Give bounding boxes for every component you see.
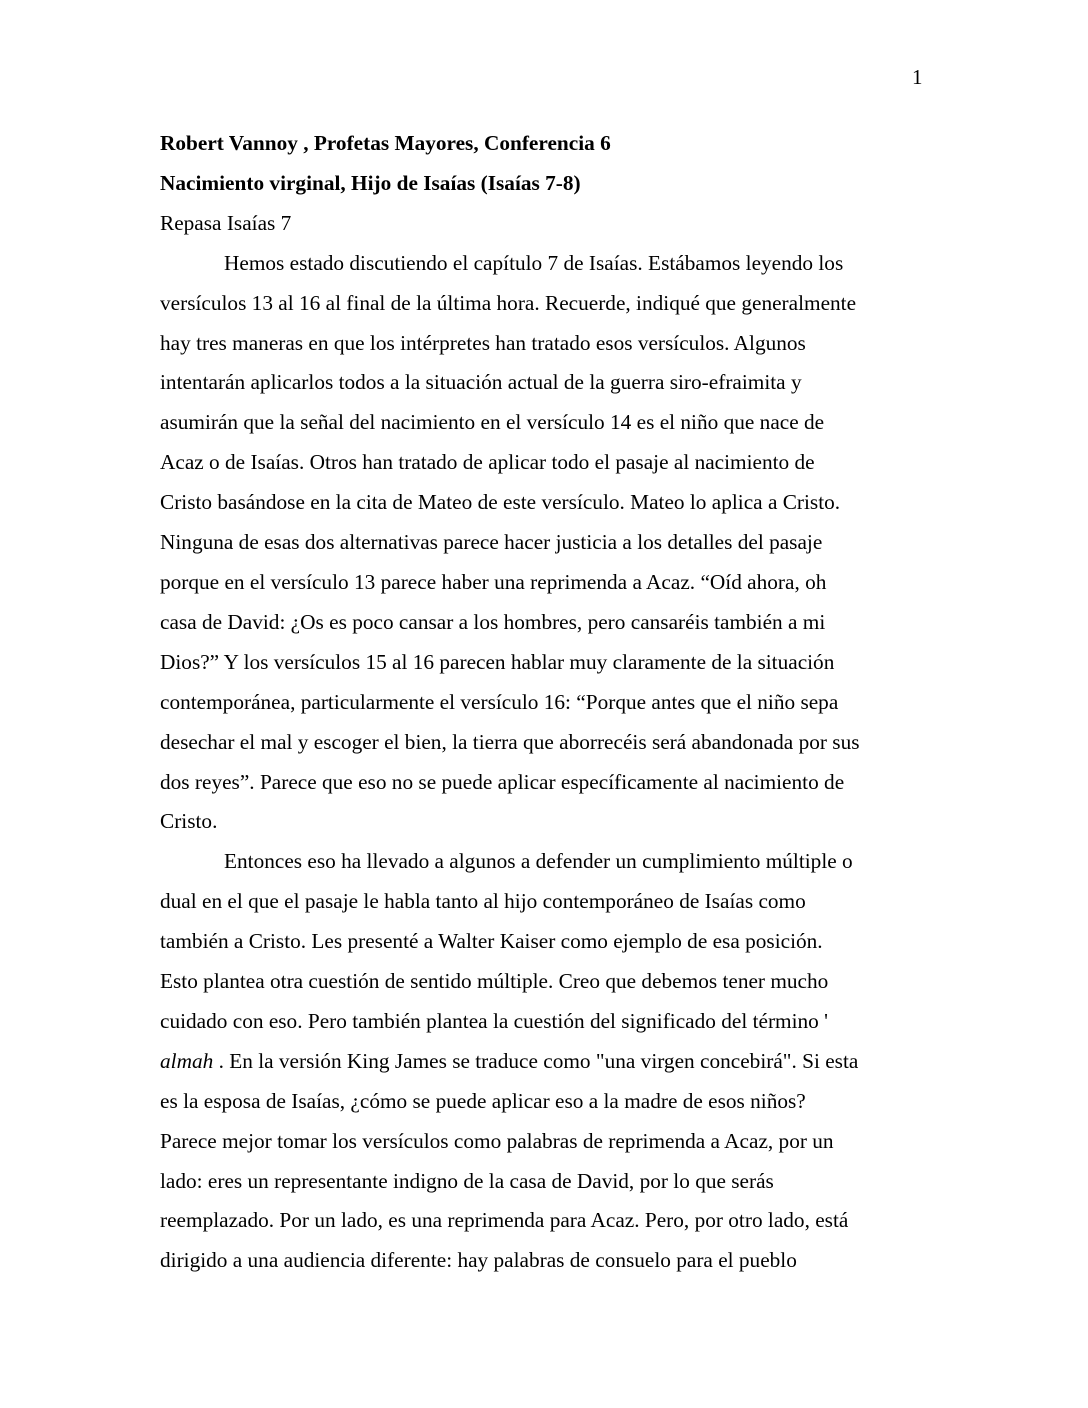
text-line: desechar el mal y escoger el bien, la tierra que aborrecéis será abandonada por sus	[160, 729, 860, 754]
text-line: Dios?” Y los versículos 15 al 16 parecen hablar muy claramente de la situación	[160, 649, 835, 674]
text-line: dos reyes”. Parece que eso no se puede aplicar específicamente al nacimiento de	[160, 769, 845, 794]
text-line: es la esposa de Isaías, ¿cómo se puede aplicar eso a la madre de esos niños?	[160, 1088, 806, 1113]
text-line: Ninguna de esas dos alternativas parece hacer justicia a los detalles del pasaje	[160, 530, 823, 555]
italic-term-almah: almah	[160, 1048, 214, 1073]
text-line: cuidado con eso. Pero también plantea la cuestión del significado del término '	[160, 1008, 828, 1033]
text-line: lado: eres un representante indigno de la casa de David, por lo que serás	[160, 1168, 774, 1193]
text-line: casa de David: ¿Os es poco cansar a los hombres, pero cansaréis también a mi	[160, 609, 826, 634]
text-line: dirigido a una audiencia diferente: hay palabras de consuelo para el pueblo	[160, 1248, 797, 1273]
text-line: Cristo basándose en la cita de Mateo de este versículo. Mateo lo aplica a Cristo.	[160, 490, 841, 515]
text-line-with-italic	[160, 1042, 928, 1082]
paragraph-2	[160, 842, 928, 1281]
text-line: Acaz o de Isaías. Otros han tratado de aplicar todo el pasaje al nacimiento de	[160, 450, 815, 475]
review-line: Repasa Isaías 7	[160, 210, 292, 235]
text-line: Parece mejor tomar los versículos como palabras de reprimenda a Acaz, por un	[160, 1128, 834, 1153]
text-line: porque en el versículo 13 parece haber una reprimenda a Acaz. “Oíd ahora, oh	[160, 569, 827, 594]
text-line: Entonces eso ha llevado a algunos a defender un cumplimiento múltiple o	[224, 849, 853, 874]
text-line: Cristo.	[160, 809, 218, 834]
lecture-subtitle: Nacimiento virginal, Hijo de Isaías (Isaías 7-8)	[160, 170, 581, 195]
text-line: también a Cristo. Les presenté a Walter Kaiser como ejemplo de esa posición.	[160, 929, 823, 954]
document-body	[160, 124, 928, 1281]
text-line: intentarán aplicarlos todos a la situación actual de la guerra siro-efraimita y	[160, 370, 802, 395]
text-fragment: . En la versión King James se traduce como "una virgen concebirá". Si esta	[213, 1048, 859, 1073]
text-line: Hemos estado discutiendo el capítulo 7 de Isaías. Estábamos leyendo los	[224, 250, 844, 275]
text-line: contemporánea, particularmente el versículo 16: “Porque antes que el niño sepa	[160, 689, 839, 714]
text-line: dual en el que el pasaje le habla tanto al hijo contemporáneo de Isaías como	[160, 889, 806, 914]
text-line: Esto plantea otra cuestión de sentido múltiple. Creo que debemos tener mucho	[160, 969, 829, 994]
text-line: asumirán que la señal del nacimiento en el versículo 14 es el niño que nace de	[160, 410, 825, 435]
page-number: 1	[912, 65, 923, 89]
text-line: versículos 13 al 16 al final de la última hora. Recuerde, indiqué que generalmente	[160, 290, 857, 315]
paragraph-1	[160, 244, 928, 843]
document-title: Robert Vannoy , Profetas Mayores, Conferencia 6	[160, 131, 611, 155]
text-line: reemplazado. Por un lado, es una reprimenda para Acaz. Pero, por otro lado, está	[160, 1208, 849, 1233]
text-line: hay tres maneras en que los intérpretes han tratado esos versículos. Algunos	[160, 330, 806, 355]
